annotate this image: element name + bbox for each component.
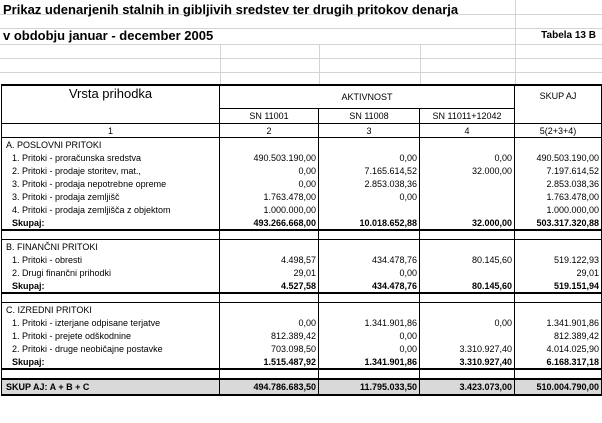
col-num: 2 bbox=[220, 124, 319, 138]
cell: 434.478,76 bbox=[319, 253, 420, 266]
cell bbox=[319, 203, 420, 216]
cell bbox=[420, 177, 515, 190]
table-row bbox=[2, 266, 602, 279]
row-label: 1. Pritoki - obresti bbox=[2, 253, 220, 266]
cell: 2.853.038,36 bbox=[515, 177, 602, 190]
row-label: 1. Pritoki - izterjane odpisane terjatve bbox=[2, 316, 220, 329]
grand-total-label: SKUP AJ: A + B + C bbox=[2, 379, 220, 395]
header-row bbox=[2, 85, 602, 109]
row-label: 1. Pritoki - prejete odškodnine bbox=[2, 329, 220, 342]
row-label: 3. Pritoki - prodaja nepotrebne opreme bbox=[2, 177, 220, 190]
section-title-row bbox=[2, 240, 602, 254]
data-table bbox=[1, 84, 602, 396]
cell: 703.098,50 bbox=[220, 342, 319, 355]
spacer-row bbox=[2, 293, 602, 303]
header-vrsta: Vrsta prihodka bbox=[2, 85, 220, 124]
table-row bbox=[2, 151, 602, 164]
col-num: 4 bbox=[420, 124, 515, 138]
table-row bbox=[2, 253, 602, 266]
subtotal-label: Skupaj: bbox=[2, 279, 220, 293]
cell: 519.151,94 bbox=[515, 279, 602, 293]
subtotal-label: Skupaj: bbox=[2, 355, 220, 369]
cell: 1.515.487,92 bbox=[220, 355, 319, 369]
cell: 2.853.038,36 bbox=[319, 177, 420, 190]
cell bbox=[420, 266, 515, 279]
cell: 519.122,93 bbox=[515, 253, 602, 266]
cell: 503.317.320,88 bbox=[515, 216, 602, 230]
row-label: 4. Pritoki - prodaja zemljišča z objektom bbox=[2, 203, 220, 216]
cell: 0,00 bbox=[319, 151, 420, 164]
cell: 0,00 bbox=[220, 177, 319, 190]
gridline bbox=[0, 44, 602, 45]
cell: 29,01 bbox=[220, 266, 319, 279]
cell: 0,00 bbox=[319, 342, 420, 355]
cell: 10.018.652,88 bbox=[319, 216, 420, 230]
header-sn3: SN 11011+12042 bbox=[420, 109, 515, 124]
cell: 0,00 bbox=[319, 329, 420, 342]
cell: 3.310.927,40 bbox=[420, 342, 515, 355]
cell: 29,01 bbox=[515, 266, 602, 279]
cell: 1.000.000,00 bbox=[220, 203, 319, 216]
cell: 1.000.000,00 bbox=[515, 203, 602, 216]
cell: 0,00 bbox=[220, 164, 319, 177]
header-sn2: SN 11008 bbox=[319, 109, 420, 124]
table-row bbox=[2, 329, 602, 342]
section-title: B. FINANČNI PRITOKI bbox=[2, 240, 220, 254]
cell: 493.266.668,00 bbox=[220, 216, 319, 230]
cell: 3.423.073,00 bbox=[420, 379, 515, 395]
section-title-row bbox=[2, 138, 602, 152]
gridline bbox=[319, 44, 320, 84]
header-sn1: SN 11001 bbox=[220, 109, 319, 124]
cell: 0,00 bbox=[420, 151, 515, 164]
table-row bbox=[2, 342, 602, 355]
gridline bbox=[515, 0, 516, 84]
cell: 7.165.614,52 bbox=[319, 164, 420, 177]
cell: 4.498,57 bbox=[220, 253, 319, 266]
cell: 1.763.478,00 bbox=[220, 190, 319, 203]
table-row bbox=[2, 203, 602, 216]
grand-total-row bbox=[2, 379, 602, 395]
cell bbox=[420, 203, 515, 216]
cell: 490.503.190,00 bbox=[515, 151, 602, 164]
header-skupaj: SKUP AJ bbox=[515, 85, 602, 124]
table-row bbox=[2, 177, 602, 190]
report-period: v obdobju januar - december 2005 bbox=[3, 28, 214, 43]
cell bbox=[420, 190, 515, 203]
cell: 812.389,42 bbox=[515, 329, 602, 342]
gridline bbox=[220, 44, 221, 84]
row-label: 2. Pritoki - druge neobičajne postavke bbox=[2, 342, 220, 355]
section-title: A. POSLOVNI PRITOKI bbox=[2, 138, 220, 152]
table-number: Tabela 13 B bbox=[541, 30, 596, 41]
spacer-row bbox=[2, 230, 602, 240]
cell: 4.014.025,90 bbox=[515, 342, 602, 355]
cell: 510.004.790,00 bbox=[515, 379, 602, 395]
cell: 6.168.317,18 bbox=[515, 355, 602, 369]
row-label: 2. Pritoki - prodaje storitev, mat., bbox=[2, 164, 220, 177]
cell: 3.310.927,40 bbox=[420, 355, 515, 369]
subtotal-label: Skupaj: bbox=[2, 216, 220, 230]
subtotal-row bbox=[2, 279, 602, 293]
cell: 11.795.033,50 bbox=[319, 379, 420, 395]
col-num: 1 bbox=[2, 124, 220, 138]
spacer-row bbox=[2, 369, 602, 379]
cell: 32.000,00 bbox=[420, 216, 515, 230]
cell bbox=[420, 329, 515, 342]
subtotal-row bbox=[2, 216, 602, 230]
cell: 32.000,00 bbox=[420, 164, 515, 177]
cell: 490.503.190,00 bbox=[220, 151, 319, 164]
cell: 494.786.683,50 bbox=[220, 379, 319, 395]
cell: 0,00 bbox=[420, 316, 515, 329]
col-num: 5(2+3+4) bbox=[515, 124, 602, 138]
table-row bbox=[2, 164, 602, 177]
cell: 4.527,58 bbox=[220, 279, 319, 293]
row-label: 1. Pritoki - proračunska sredstva bbox=[2, 151, 220, 164]
cell: 80.145,60 bbox=[420, 279, 515, 293]
cell: 1.763.478,00 bbox=[515, 190, 602, 203]
subtotal-row bbox=[2, 355, 602, 369]
cell: 80.145,60 bbox=[420, 253, 515, 266]
row-label: 3. Pritoki - prodaja zemljišč bbox=[2, 190, 220, 203]
cell: 7.197.614,52 bbox=[515, 164, 602, 177]
gridline bbox=[420, 44, 421, 84]
cell: 1.341.901,86 bbox=[319, 316, 420, 329]
table-row bbox=[2, 316, 602, 329]
gridline bbox=[0, 58, 602, 59]
table-row bbox=[2, 190, 602, 203]
cell: 1.341.901,86 bbox=[515, 316, 602, 329]
cell: 0,00 bbox=[319, 266, 420, 279]
header-aktivnost: AKTIVNOST bbox=[220, 85, 515, 109]
cell: 812.389,42 bbox=[220, 329, 319, 342]
gridline bbox=[0, 72, 602, 73]
cell: 1.341.901,86 bbox=[319, 355, 420, 369]
section-title-row bbox=[2, 303, 602, 317]
column-number-row bbox=[2, 124, 602, 138]
cell: 434.478,76 bbox=[319, 279, 420, 293]
cell: 0,00 bbox=[319, 190, 420, 203]
report-title: Prikaz udenarjenih stalnih in gibljivih sredstev ter drugih pritokov denarja bbox=[3, 2, 459, 17]
row-label: 2. Drugi finančni prihodki bbox=[2, 266, 220, 279]
cell: 0,00 bbox=[220, 316, 319, 329]
col-num: 3 bbox=[319, 124, 420, 138]
section-title: C. IZREDNI PRITOKI bbox=[2, 303, 220, 317]
